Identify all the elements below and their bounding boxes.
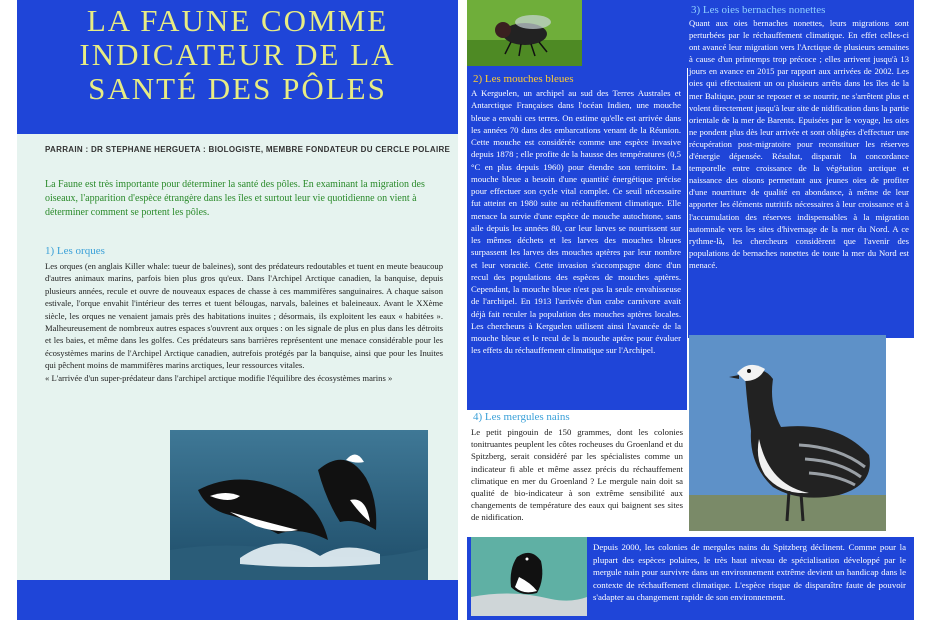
orca-photo — [170, 430, 428, 588]
right-page — [467, 0, 914, 620]
title-line-3: SANTÉ DES PÔLES — [88, 71, 387, 106]
left-page — [17, 0, 458, 620]
mergules-bottom-text: Depuis 2000, les colonies de mergules nains du Spitzberg déclinent. Comme pour la plupart des espèces polaires, le très haut niveau de spécialisation développé par le mergule nain pour survivre dans un environnement extrême devient un handicap dans le contexte de réchauffement climatique. L'espèce risque de disparaître faute de pouvoir s'adapter au changement rapide de son environnement. — [593, 542, 906, 602]
title-line-1: LA FAUNE COMME — [86, 3, 389, 38]
mergules-text — [471, 426, 683, 524]
oies-paragraph-1: Quant aux oies bernaches nonettes, leurs migrations sont perturbées par le réchauffement climatique. En effet celles-ci ont avancé leur migration vers l'Arctique de plusieurs semaines à cause d'un printemps trop précoce ; elles arrivent jusqu'à 13 jours en avance en 2015 par rapport aux arrivées de 2002. Les oies qui effectuaient un ou plusieurs arrêts dans les îles de la mer Baltique, pour se reposer et se nourrir, ne s'arrêtent plus et volent directement jusqu'à leur site de nidification dans la partie orientale de la mer de Barents. Epuisées par le voyage, les oies ne pondent plus dès leur arrivée et sont obligées d'effectuer une récupération post-migratoire pour reconstituer les réserves d'énergie dépensée. Résultat, disparait la concordance temporelle entre croissance de la végétation arctique et naissance des oisons permettant aux jeunes oies de profiter d'une nourriture de qualité en abondance, à même de leur apporter les éléments nutritifs nécessaires à leur croissance et à l'accumulation des réserves indispensables à la migration automnale vers les sites d'hivernage de la mer du Nord. A ce rythme-là, les chercheurs considèrent que l'avenir des populations de bernaches nonettes de toute la mer du Nord est menacé. — [689, 18, 909, 270]
bottom-band — [17, 580, 458, 620]
heading-orques: 1) Les orques — [45, 245, 105, 257]
oies-text — [689, 17, 909, 271]
title-line-2: INDICATEUR DE LA — [79, 37, 396, 72]
orques-text — [45, 260, 443, 384]
mouches-paragraph-1: A Kerguelen, un archipel au sud des Terres Australes et Antarctique Françaises dans l'océan Indien, une mouche bleue a envahi ces terres. On estime qu'elle est arrivée dans les années 70 dans des embarcations venant de la Réunion. Cette mouche est considérée comme une espèce invasive depuis 1878 ; elle profite de la hausse des températures (0,5 °C en plus depuis 1960) pour étendre son territoire. La mouche bleue a besoin d'une quantité énergétique précise pour effectuer son cycle vital complet. Ce seuil nécessaire fut atteint en 1980 suite au réchauffement climatique. Elle menace la survie d'une espèce de mouche autochtone, sans aile depuis les années 80, car leur larves se nourrissent sur les mêmes déchets et les larves des mouches bleues surpassent les larves des mouches aptères par leur nombre et leur voracité. Cette invasion s'accompagne donc d'un recul des populations des espèces de mouches aptères. Cependant, la mouche bleue n'est pas la seule envahisseuse de l'archipel. En 1913 l'arrivée d'un crabe carnivore avait déjà fait reculer la population des mouches aptères locales. Les chercheurs à Kerguelen utilisent ainsi l'avancée de la mouche bleue et le recul de la mouche aptère pour évaluer les effets du réchauffement climatique sur l'Archipel. — [471, 88, 681, 356]
intro-paragraph: La Faune est très importante pour déterminer la santé des pôles. En examinant la migration des oiseaux, l'apparition d'espèce étrangère dans les îles et surtout leur vie quotidienne on vient à déterminer comment se portent les pôles. — [45, 179, 425, 218]
fly-photo — [467, 0, 582, 66]
heading-mergules: 4) Les mergules nains — [473, 411, 570, 423]
orques-paragraph-1: Les orques (en anglais Killer whale: tueur de baleines), sont des prédateurs redoutables et tuent en meute beaucoup d'autres animaux marins, parfois bien plus gros qu'eux. Dans l'Archipel Arctique canadien, la banquise, depuis plusieurs années, recule et ouvre de nouveaux espaces de chasse à ces mammifères sanguinaires. A chaque saison estivale, l'orque envahit l'intérieur des terres et tuent bélougas, narvals, baleines et baleineaux. Avant le XXème siècle, les orques ne venaient jamais près des habitations inuites ; désormais, ils exploitent les eaux « habitées ». Malheureusement de nombreux autres espaces s'ouvrent aux orques : on les signale de plus en plus dans les détroits et les baies, et même dans les golfes. Ces prédateurs sans barrières représentent une menace considérable pour les écosystèmes marins de l'Archipel Arctique canadien, autrefois protégés par la banquise, ainsi que pour les Inuites qui pêchent moins de mammifères marins arctiques, leur ressources vitales. — [45, 261, 443, 371]
sponsor-line: PARRAIN : DR STEPHANE HERGUETA : BIOLOGISTE, MEMBRE FONDATEUR DU CERCLE POLAIRE — [45, 145, 451, 154]
goose-photo — [689, 335, 886, 531]
title-banner — [17, 0, 458, 134]
mouches-text — [471, 87, 681, 357]
orques-paragraph-2: « L'arrivée d'un super-prédateur dans l'archipel arctique modifie l'équilibre des écosystèmes marins » — [45, 372, 393, 383]
heading-mouches-overlay: 2) Les mouches bleues — [473, 73, 574, 85]
heading-oies: 3) Les oies bernaches nonettes — [691, 4, 826, 16]
auk-photo — [471, 537, 587, 616]
mergules-paragraph-1: Le petit pingouin de 150 grammes, dont les colonies tonitruantes peuplent les côtes rocheuses du Groenland et du Spitzberg, serait considéré par les spécialistes comme un indicateur fi able et même assez précis du réchauffement climatique en mer du Groenland ? Le mergule nain doit sa qualité de bio-indicateur à son extrême sensibilité aux changements de température des eaux qui baignent ses sites de nidification. — [471, 427, 683, 523]
